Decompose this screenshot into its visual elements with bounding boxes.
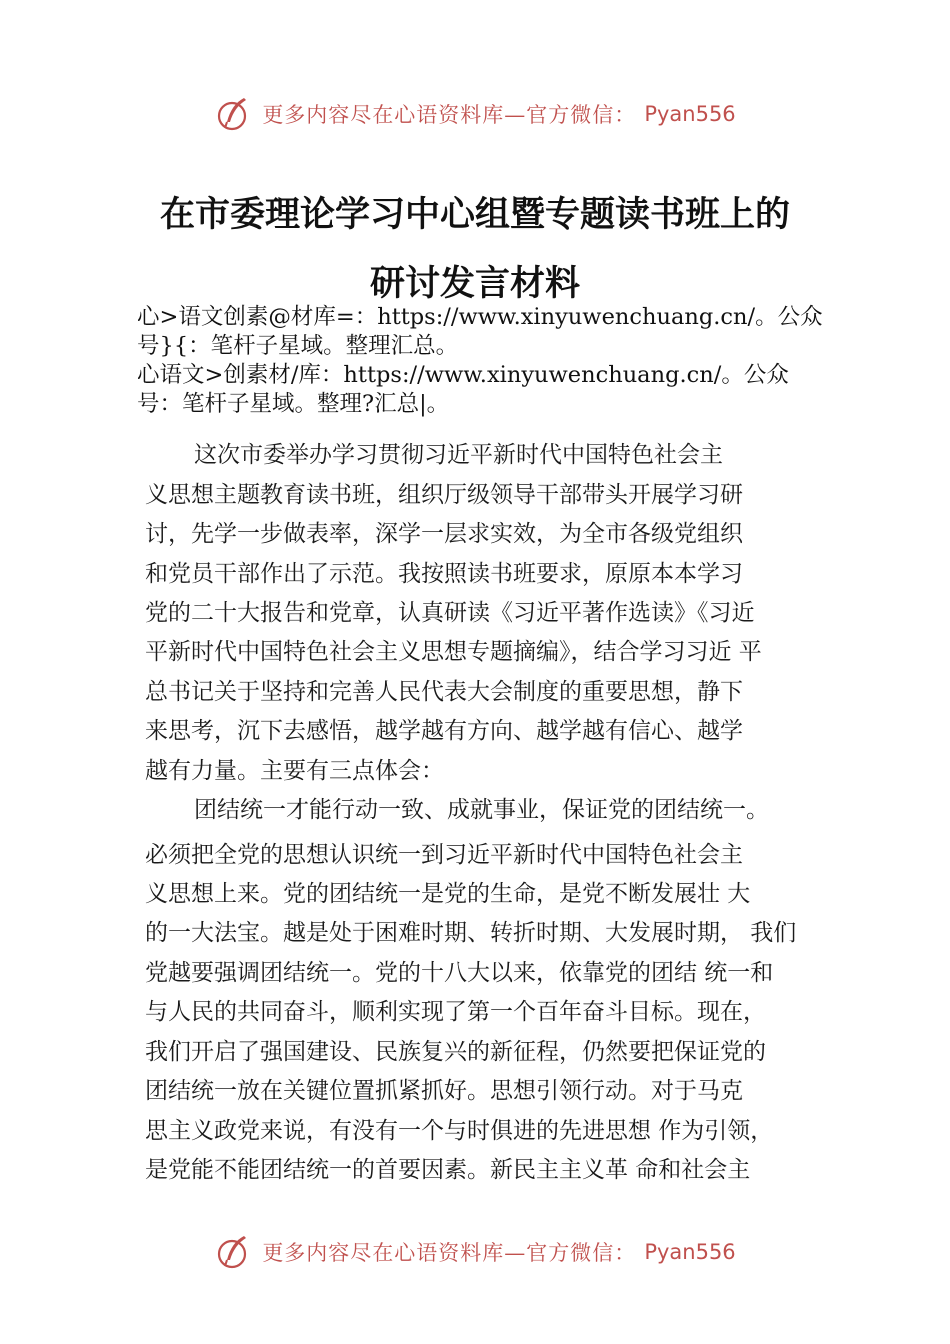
body-line: 团结统一放在关键位置抓紧抓好。思想引领行动。对于马克 xyxy=(145,1078,743,1104)
banner-wechat-id: Pyan556 xyxy=(644,1240,736,1264)
body-line: 总书记关于坚持和完善人民代表大会制度的重要思想，静下 xyxy=(145,679,743,705)
body-line: 讨，先学一步做表率，深学一层求实效，为全市各级党组织 xyxy=(145,521,743,547)
body-line: 义思想主题教育读书班，组织厅级领导干部带头开展学习研 xyxy=(145,482,743,508)
quill-logo-icon xyxy=(214,94,254,134)
document-title-line-2: 研讨发言材料 xyxy=(369,263,580,304)
body-line: 平新时代中国特色社会主义思想专题摘编》，结合学习习近 平 xyxy=(145,639,762,665)
body-line: 义思想上来。党的团结统一是党的生命，是党不断发展壮 大 xyxy=(145,881,751,907)
body-line: 必须把全党的思想认识统一到习近平新时代中国特色社会主 xyxy=(145,842,743,868)
body-line: 和党员干部作出了示范。我按照读书班要求，原原本本学习 xyxy=(145,561,743,587)
body-line: 这次市委举办学习贯彻习近平新时代中国特色社会主 xyxy=(194,442,723,468)
banner-text: 更多内容尽在心语资料库—官方微信： xyxy=(262,1241,637,1265)
body-line: 是党能不能团结统一的首要因素。新民主主义革 命和社会主 xyxy=(145,1157,751,1183)
header-banner xyxy=(0,92,950,136)
body-line: 我们开启了强国建设、民族复兴的新征程，仍然要把保证党的 xyxy=(145,1039,766,1065)
document-title-line-1: 在市委理论学习中心组暨专题读书班上的 xyxy=(159,194,790,235)
body-line: 思主义政党来说，有没有一个与时俱进的先进思想 作为引领， xyxy=(145,1118,774,1144)
watermark-line: 心语文>创素材/库：https://www.xinyuwenchuang.cn/。公众 xyxy=(137,362,789,388)
footer-banner xyxy=(0,1230,950,1274)
body-line: 团结统一才能行动一致、成就事业，保证党的团结统一。 xyxy=(194,797,769,823)
watermark-text-2 xyxy=(137,361,857,419)
body-line: 与人民的共同奋斗，顺利实现了第一个百年奋斗目标。现在， xyxy=(145,999,766,1025)
watermark-line: 号}{：笔杆子星域。整理汇总。 xyxy=(137,333,459,359)
watermark-line: 心>语文创素@材库=：https://www.xinyuwenchuang.cn/。公众 xyxy=(137,304,823,330)
body-line: 来思考，沉下去感悟，越学越有方向、越学越有信心、越学 xyxy=(145,718,743,744)
banner-wechat-id: Pyan556 xyxy=(644,102,736,126)
quill-logo-icon xyxy=(214,1232,254,1272)
watermark-line: 号：笔杆子星域。整理?汇总|。 xyxy=(137,391,450,417)
body-line: 的一大法宝。越是处于困难时期、转折时期、大发展时期， 我们 xyxy=(145,920,797,946)
watermark-text-1 xyxy=(137,303,857,361)
body-line: 党的二十大报告和党章，认真研读《习近平著作选读》《习近 xyxy=(145,600,755,626)
body-line: 党越要强调团结统一。党的十八大以来，依靠党的团结 统一和 xyxy=(145,960,774,986)
body-line: 越有力量。主要有三点体会： xyxy=(145,758,444,784)
banner-text: 更多内容尽在心语资料库—官方微信： xyxy=(262,103,637,127)
